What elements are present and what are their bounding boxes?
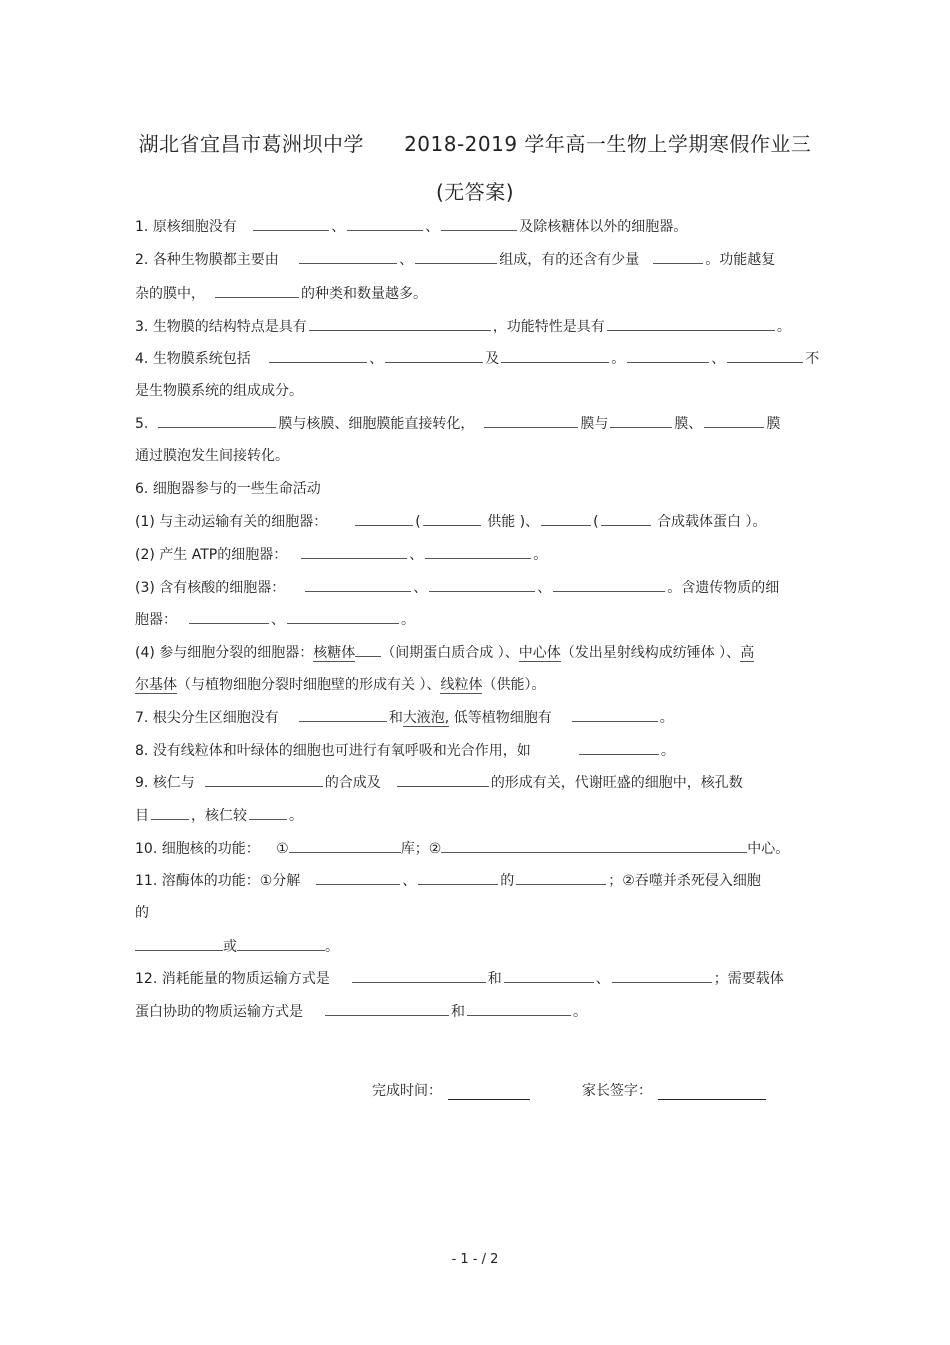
blank[interactable] (355, 511, 413, 526)
question-5-cont: 通过膜泡发生间接转化。 (135, 448, 289, 464)
question-9-cont: 目 ，核仁较 。 (135, 805, 303, 826)
title-school: 湖北省宜昌市葛洲坝中学 (138, 132, 365, 156)
blank[interactable] (441, 216, 517, 231)
question-11-cont2: 或 。 (135, 936, 339, 957)
blank[interactable] (237, 936, 325, 951)
blank[interactable] (316, 870, 400, 885)
blank[interactable] (299, 249, 397, 264)
blank[interactable] (612, 968, 712, 983)
blank[interactable] (205, 772, 323, 787)
blank[interactable] (610, 413, 672, 428)
question-6-1: (1) 与主动运输有关的细胞器： ( 供能 )、 ( 合成载体蛋白 ）。 (135, 511, 767, 532)
blank[interactable] (418, 870, 498, 885)
question-12-cont: 蛋白协助的物质运输方式是 和 。 (135, 1001, 587, 1022)
blank[interactable] (425, 544, 531, 559)
blank[interactable] (352, 968, 486, 983)
blank[interactable] (429, 577, 535, 592)
question-10: 10. 细胞核的功能： ① 库；② 中心。 (135, 838, 789, 859)
page-title (0, 128, 950, 157)
question-6: 6. 细胞器参与的一些生命活动 (135, 481, 321, 497)
blank[interactable] (441, 838, 747, 853)
blank[interactable] (151, 805, 189, 820)
question-2-cont: 杂的膜中， 的种类和数量越多。 (135, 283, 427, 304)
blank[interactable] (601, 511, 651, 526)
blank[interactable] (704, 413, 764, 428)
blank[interactable] (269, 348, 367, 363)
blank[interactable] (653, 249, 703, 264)
completion-time: 完成时间： (372, 1080, 530, 1100)
blank[interactable] (727, 348, 803, 363)
blank[interactable] (484, 413, 578, 428)
blank[interactable] (309, 316, 491, 331)
question-6-4: (4) 参与细胞分裂的细胞器：核糖体 （间期蛋白质合成 ）、中心体（发出星射线构成纺锤体 ）、高 (135, 642, 754, 663)
question-1: 1. 原核细胞没有 、 、 及除核糖体以外的细胞器。 (135, 216, 687, 237)
blank[interactable] (301, 544, 407, 559)
page-subtitle: (无答案) (435, 180, 515, 204)
question-6-2: (2) 产生 ATP的细胞器： 、 。 (135, 544, 547, 565)
blank[interactable] (423, 511, 481, 526)
question-6-3: (3) 含有核酸的细胞器： 、 、 。含遗传物质的细 (135, 577, 779, 598)
question-4: 4. 生物膜系统包括 、 及 。 、 不 (135, 348, 819, 369)
question-11: 11. 溶酶体的功能：①分解 、 的 ；②吞噬并杀死侵入细胞 (135, 870, 761, 891)
blank[interactable] (135, 936, 223, 951)
blank[interactable] (504, 968, 594, 983)
blank[interactable] (158, 413, 276, 428)
blank[interactable] (541, 511, 591, 526)
blank[interactable] (289, 838, 401, 853)
blank[interactable] (253, 216, 329, 231)
parent-signature: 家长签字： (582, 1080, 766, 1100)
blank[interactable] (397, 772, 489, 787)
question-6-3-cont: 胞器： 、 。 (135, 609, 415, 630)
question-9: 9. 核仁与 的合成及 的形成有关，代谢旺盛的细胞中，核孔数 (135, 772, 743, 793)
blank[interactable] (299, 707, 387, 722)
question-2: 2. 各种生物膜都主要由 、 组成，有的还含有少量 。功能越复 (135, 249, 775, 270)
blank[interactable] (553, 577, 665, 592)
blank[interactable] (287, 609, 399, 624)
blank[interactable] (572, 707, 658, 722)
blank[interactable] (347, 216, 423, 231)
question-4-cont: 是生物膜系统的组成成分。 (135, 383, 303, 399)
question-11-cont: 的 (135, 905, 149, 921)
blank[interactable] (501, 348, 609, 363)
blank[interactable] (189, 609, 269, 624)
parent-signature-field[interactable] (658, 1083, 766, 1100)
question-7: 7. 根尖分生区细胞没有 和大液泡, 低等植物细胞有 。 (135, 707, 674, 728)
blank[interactable] (305, 577, 411, 592)
blank[interactable] (415, 249, 497, 264)
blank[interactable] (467, 1001, 571, 1016)
blank[interactable] (215, 283, 299, 298)
question-3: 3. 生物膜的结构特点是具有 ，功能特性是具有 。 (135, 316, 791, 337)
blank[interactable] (579, 740, 659, 755)
completion-time-field[interactable] (448, 1083, 530, 1100)
question-8: 8. 没有线粒体和叶绿体的细胞也可进行有氧呼吸和光合作用，如 。 (135, 740, 675, 761)
blank[interactable] (385, 348, 483, 363)
blank[interactable] (627, 348, 709, 363)
question-12: 12. 消耗能量的物质运输方式是 和 、 ；需要载体 (135, 968, 784, 989)
page-number: - 1 - / 2 (451, 1252, 499, 1267)
blank[interactable] (607, 316, 775, 331)
question-6-4-cont: 尔基体（与植物细胞分裂时细胞壁的形成有关 ）、线粒体（供能）。 (135, 677, 546, 693)
title-subject: 2018-2019 学年高一生物上学期寒假作业三 (404, 132, 812, 156)
blank[interactable] (249, 805, 287, 820)
question-5: 5. 膜与核膜、细胞膜能直接转化， 膜与 膜、 膜 (135, 413, 780, 434)
blank[interactable] (325, 1001, 449, 1016)
blank[interactable] (516, 870, 606, 885)
